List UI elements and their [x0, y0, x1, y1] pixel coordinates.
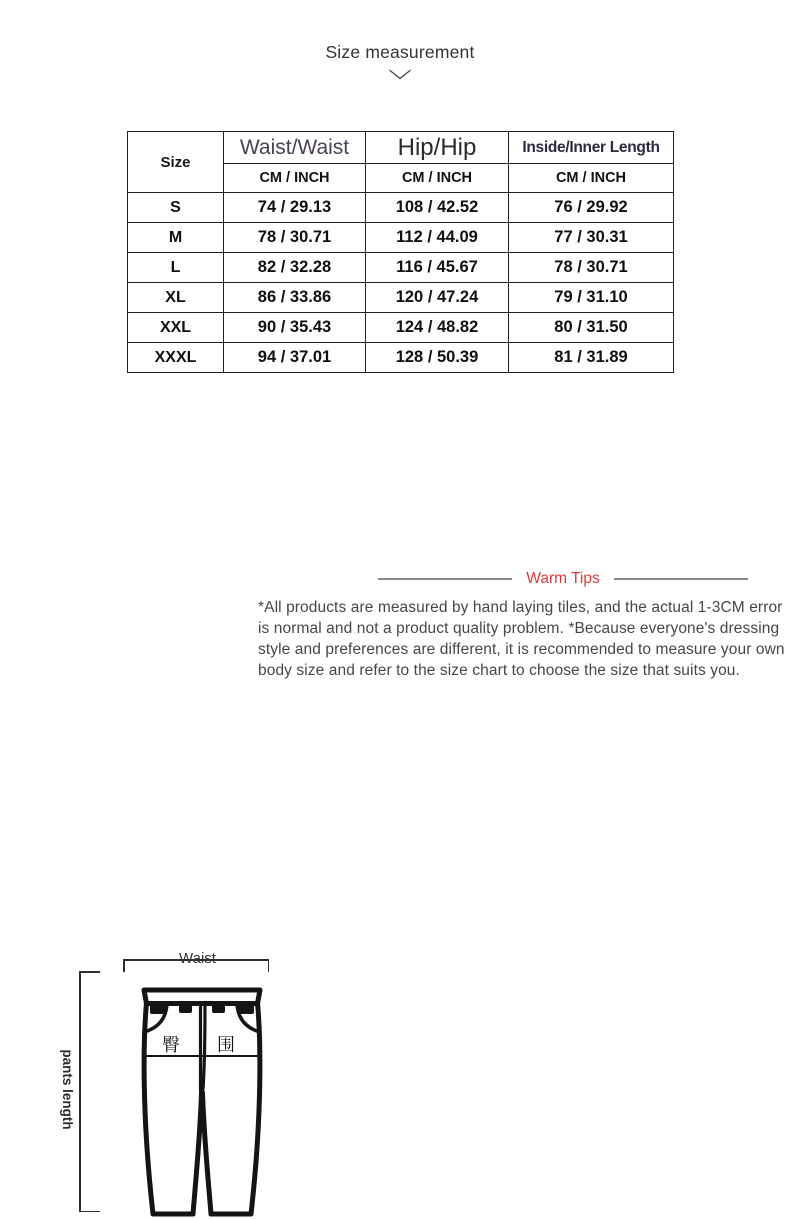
- cell-hip: 124 / 48.82: [366, 313, 509, 343]
- table-row: [128, 223, 674, 253]
- unit-header-hip: CM / INCH: [366, 164, 509, 193]
- cell-waist: 82 / 32.28: [224, 253, 366, 283]
- cell-waist: 94 / 37.01: [224, 343, 366, 373]
- cell-inseam: 81 / 31.89: [509, 343, 674, 373]
- length-bracket-tick-bottom: [79, 1211, 100, 1213]
- waist-label: Waist: [179, 950, 216, 967]
- column-header-inseam: Inside/Inner Length: [509, 132, 674, 164]
- size-table-body: [128, 193, 674, 373]
- table-row: [128, 343, 674, 373]
- cell-size: M: [128, 223, 224, 253]
- cell-waist: 74 / 29.13: [224, 193, 366, 223]
- tips-rule-left: [378, 578, 512, 580]
- pants-waistband: [144, 990, 260, 1004]
- table-header-row: [128, 132, 674, 164]
- cell-size: XL: [128, 283, 224, 313]
- cell-size: XXL: [128, 313, 224, 343]
- cell-waist: 78 / 30.71: [224, 223, 366, 253]
- cell-hip: 116 / 45.67: [366, 253, 509, 283]
- waist-bracket-tick-right: [268, 959, 270, 972]
- unit-header-waist: CM / INCH: [224, 164, 366, 193]
- table-row: [128, 253, 674, 283]
- pants-fly-line: [201, 1003, 206, 1091]
- cell-inseam: 76 / 29.92: [509, 193, 674, 223]
- cell-inseam: 80 / 31.50: [509, 313, 674, 343]
- length-bracket-line: [79, 971, 81, 1212]
- cell-inseam: 79 / 31.10: [509, 283, 674, 313]
- table-row: [128, 193, 674, 223]
- cell-hip: 108 / 42.52: [366, 193, 509, 223]
- hip-char-right: 围: [217, 1035, 235, 1056]
- page-title: Size measurement: [325, 42, 475, 62]
- cell-hip: 128 / 50.39: [366, 343, 509, 373]
- cell-size: S: [128, 193, 224, 223]
- hip-char-left: 臀: [162, 1035, 180, 1056]
- column-header-waist: Waist/Waist: [224, 132, 366, 164]
- table-row: [128, 313, 674, 343]
- table-row: [128, 283, 674, 313]
- waist-bracket-tick-left: [123, 959, 125, 972]
- column-header-hip: Hip/Hip: [366, 132, 509, 164]
- tips-rule-right: [614, 578, 748, 580]
- unit-header-inseam: CM / INCH: [509, 164, 674, 193]
- pants-length-label: pants length: [60, 1049, 75, 1130]
- cell-hip: 120 / 47.24: [366, 283, 509, 313]
- warm-tips-header: [378, 570, 748, 588]
- warm-tips-title: Warm Tips: [526, 570, 600, 587]
- cell-inseam: 78 / 30.71: [509, 253, 674, 283]
- cell-hip: 112 / 44.09: [366, 223, 509, 253]
- chevron-down-icon: [0, 68, 800, 86]
- length-bracket-tick-top: [79, 971, 100, 973]
- pants-illustration: [137, 987, 267, 1219]
- warm-tips-body: *All products are measured by hand laying tiles, and the actual 1-3CM error is normal and not a product quality problem. *Because everyone's dressing style and preferences are different, it is recommended to measure your own body size and refer to the size chart to choose the size that suits you.: [258, 599, 785, 679]
- page-title-wrap: [0, 42, 800, 63]
- cell-size: L: [128, 253, 224, 283]
- column-header-size: Size: [128, 132, 224, 193]
- cell-inseam: 77 / 30.31: [509, 223, 674, 253]
- cell-waist: 90 / 35.43: [224, 313, 366, 343]
- size-table: [127, 131, 674, 373]
- cell-waist: 86 / 33.86: [224, 283, 366, 313]
- cell-size: XXXL: [128, 343, 224, 373]
